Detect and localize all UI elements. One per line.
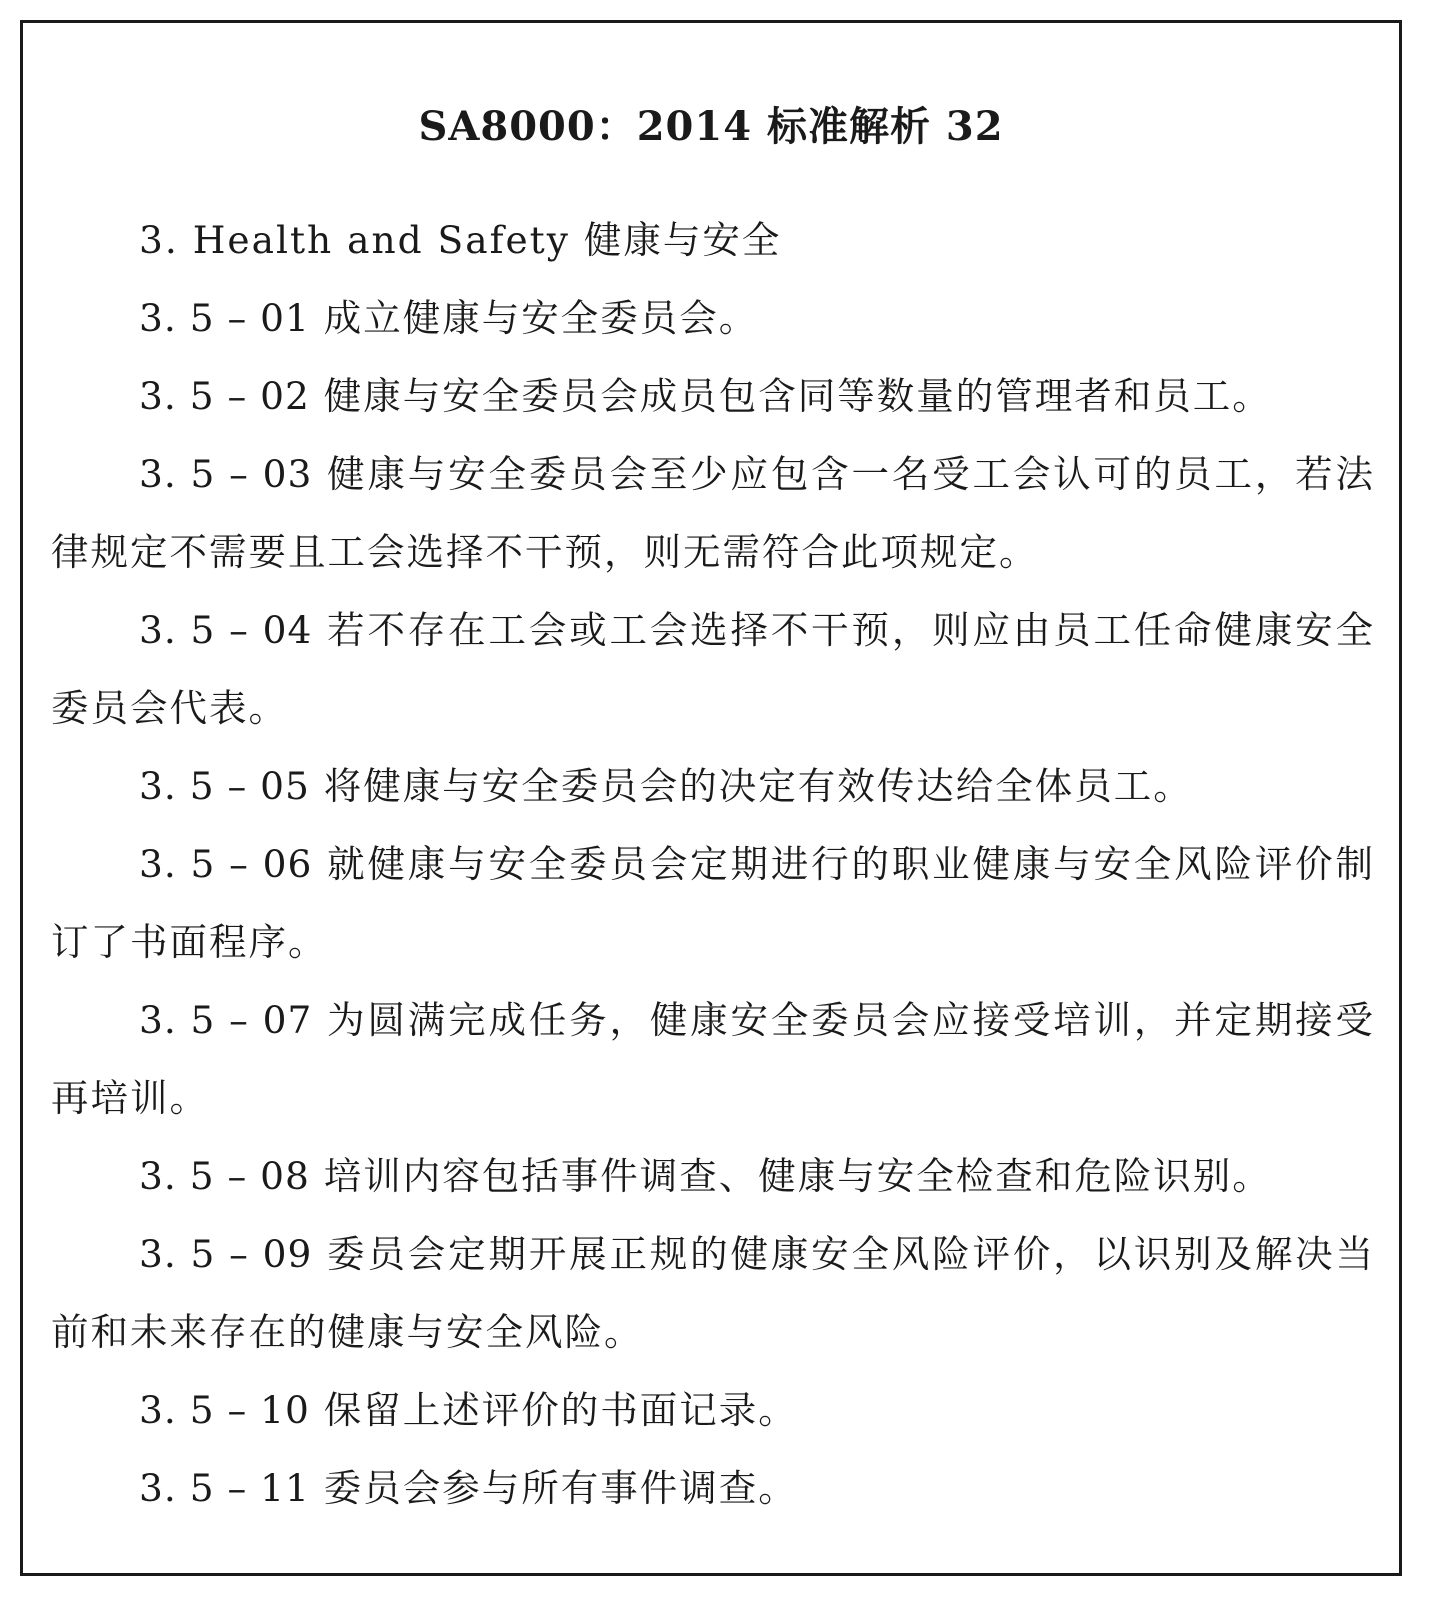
clause-paragraph	[51, 357, 1375, 435]
clause-text: 健康与安全委员会成员包含同等数量的管理者和员工。	[323, 374, 1272, 418]
document-title: SA8000：2014 标准解析 32	[418, 103, 1004, 150]
clause-paragraph	[51, 825, 1375, 981]
clause-code: 3. 5 – 11	[139, 1466, 310, 1510]
clause-paragraph	[51, 747, 1375, 825]
section-heading: 3. Health and Safety 健康与安全	[139, 218, 782, 262]
clause-text: 培训内容包括事件调查、健康与安全检查和危险识别。	[323, 1154, 1272, 1198]
clause-paragraph	[51, 591, 1375, 747]
clause-text: 保留上述评价的书面记录。	[323, 1388, 798, 1432]
clause-text: 成立健康与安全委员会。	[323, 296, 759, 340]
clause-paragraph	[51, 1371, 1375, 1449]
clause-paragraph	[51, 1215, 1375, 1371]
clause-code: 3. 5 – 03	[139, 452, 313, 496]
clause-paragraph	[51, 1137, 1375, 1215]
clause-code: 3. 5 – 09	[139, 1232, 313, 1276]
clause-text: 委员会参与所有事件调查。	[323, 1466, 798, 1510]
clause-paragraph	[51, 435, 1375, 591]
document-frame	[20, 20, 1402, 1576]
clause-text: 若不存在工会或工会选择不干预，则应由员工任命健康安全委员会代表。	[51, 608, 1376, 730]
clause-text: 健康与安全委员会至少应包含一名受工会认可的员工，若法律规定不需要且工会选择不干预，则无需符合此项规定。	[51, 452, 1376, 574]
document-body	[51, 201, 1375, 1527]
clause-paragraph	[51, 981, 1375, 1137]
clause-code: 3. 5 – 04	[139, 608, 313, 652]
clause-text: 将健康与安全委员会的决定有效传达给全体员工。	[323, 764, 1193, 808]
clause-code: 3. 5 – 10	[139, 1388, 310, 1432]
clause-paragraph	[51, 279, 1375, 357]
clause-text: 就健康与安全委员会定期进行的职业健康与安全风险评价制订了书面程序。	[51, 842, 1376, 964]
clause-code: 3. 5 – 08	[139, 1154, 310, 1198]
clause-paragraph	[51, 1449, 1375, 1527]
clause-code: 3. 5 – 05	[139, 764, 310, 808]
clause-code: 3. 5 – 06	[139, 842, 313, 886]
clause-text: 委员会定期开展正规的健康安全风险评价，以识别及解决当前和未来存在的健康与安全风险。	[51, 1232, 1376, 1354]
clause-code: 3. 5 – 01	[139, 296, 310, 340]
clause-text: 为圆满完成任务，健康安全委员会应接受培训，并定期接受再培训。	[51, 998, 1376, 1120]
clause-code: 3. 5 – 02	[139, 374, 310, 418]
clause-code: 3. 5 – 07	[139, 998, 313, 1042]
